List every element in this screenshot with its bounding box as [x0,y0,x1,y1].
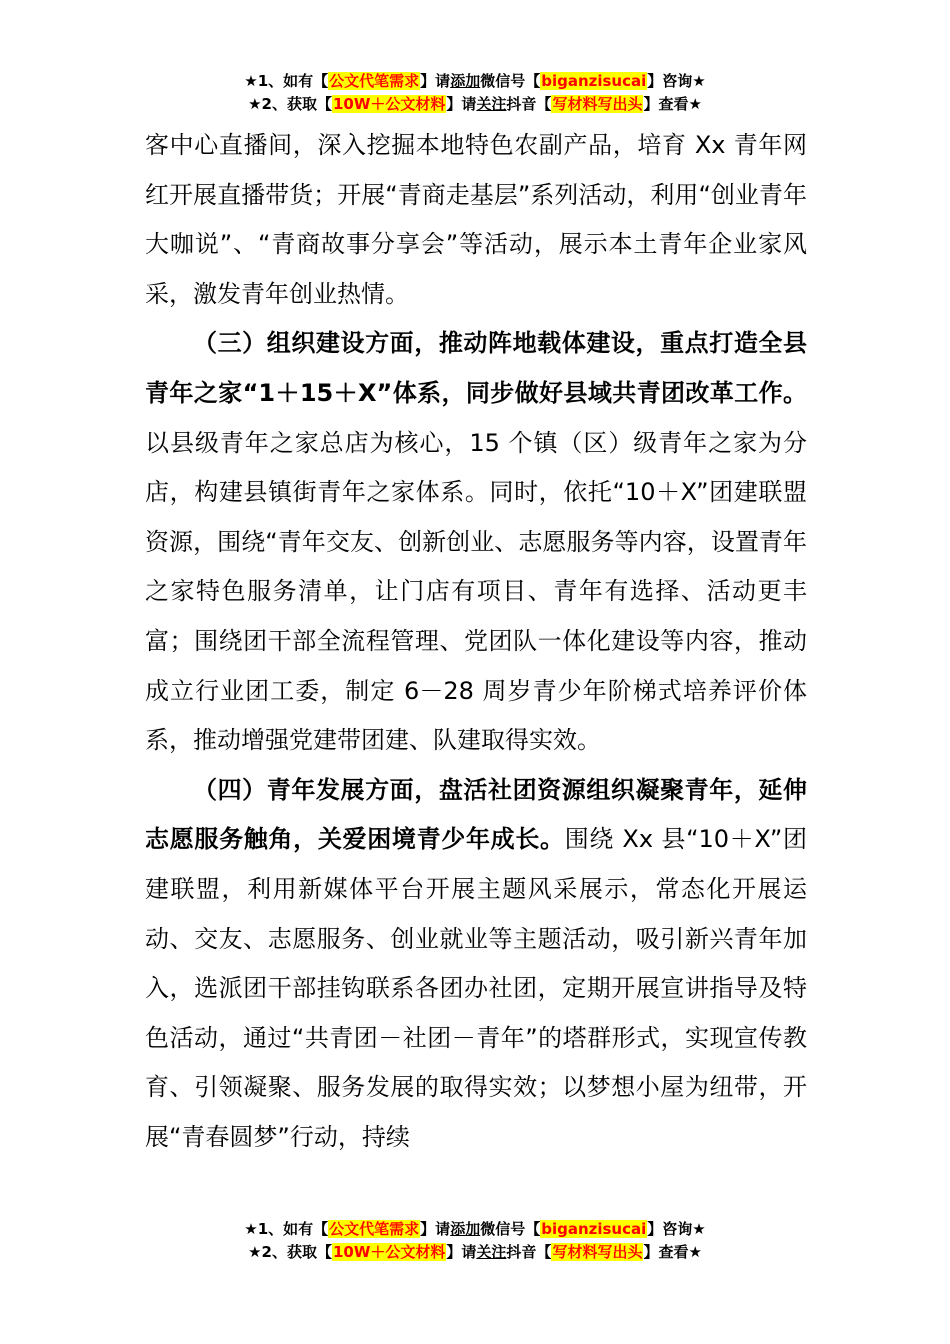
paragraph-1: 客中心直播间，深入挖掘本地特色农副产品，培育 Xx 青年网红开展直播带货；开展“青商走基层”系列活动，利用“创业青年大咖说”、“青商故事分享会”等活动，展示本土青年企业家风采，激发青年创业热情。 [145,131,807,308]
paragraph-3 [145,766,807,1163]
banner-text: ★1、如有【 [244,1220,329,1238]
banner-text: 抖音【 [506,95,552,113]
banner-highlight: 写材料写出头 [552,1243,643,1261]
banner-text: ★1、如有【 [244,72,329,90]
banner-highlight: 10W＋公文材料 [332,95,446,113]
document-body [145,121,807,1162]
header-banner [0,70,950,116]
paragraph-3-text: 围绕 Xx 县“10＋X”团建联盟，利用新媒体平台开展主题风采展示，常态化开展运动、交友、志愿服务、创业就业等主题活动，吸引新兴青年加入，选派团干部挂钩联系各团办社团，定期开展宣讲指导及特色活动，通过“共青团－社团－青年”的塔群形式，实现宣传教育、引领凝聚、服务发展的取得实效；以梦想小屋为纽带，开展“青春圆梦”行动，持续 [145,825,808,1151]
banner-text: 】咨询★ [647,72,706,90]
banner-line-1 [0,1218,950,1241]
banner-highlight: biganzisucai [541,1220,647,1238]
banner-text: 】请 [446,1243,477,1261]
banner-text: 微信号【 [480,1220,541,1238]
banner-text: 】请 [420,72,451,90]
banner-text: 】请 [420,1220,451,1238]
banner-highlight: 10W＋公文材料 [332,1243,446,1261]
banner-highlight: 公文代笔需求 [329,1220,420,1238]
footer-banner [0,1218,950,1264]
banner-text: 】查看★ [643,1243,702,1261]
paragraph-2-heading: （三）组织建设方面，推动阵地载体建设，重点打造全县青年之家“1＋15＋X”体系，同步做好县域共青团改革工作。 [145,329,807,407]
banner-text: 微信号【 [480,72,541,90]
banner-text: 】请 [446,95,477,113]
banner-line-2 [0,1241,950,1264]
paragraph-2 [145,319,807,765]
paragraph-3-heading: （四）青年发展方面，盘活社团资源组织凝聚青年，延伸志愿服务触角，关爱困境青少年成长。 [145,775,807,854]
banner-underlined: 关注 [476,1243,507,1261]
banner-highlight: 写材料写出头 [552,95,643,113]
banner-line-1 [0,70,950,93]
banner-text: ★2、获取【 [248,1243,332,1261]
banner-text: 】查看★ [643,95,702,113]
banner-text: 抖音【 [506,1243,552,1261]
banner-highlight: 公文代笔需求 [329,72,420,90]
banner-underlined: 添加 [450,72,481,90]
banner-line-2 [0,93,950,116]
banner-text: 】咨询★ [647,1220,706,1238]
banner-underlined: 添加 [450,1220,481,1238]
banner-text: ★2、获取【 [248,95,332,113]
paragraph-2-text: 以县级青年之家总店为核心，15 个镇（区）级青年之家为分店，构建县镇街青年之家体系。同时，依托“10＋X”团建联盟资源，围绕“青年交友、创新创业、志愿服务等内容，设置青年之家特色服务清单，让门店有项目、青年有选择、活动更丰富；围绕团干部全流程管理、党团队一体化建设等内容，推动成立行业团工委，制定 6－28 周岁青少年阶梯式培养评价体系，推动增强党建带团建、队建取得实效。 [145,428,807,755]
banner-highlight: biganzisucai [541,72,647,90]
banner-underlined: 关注 [476,95,507,113]
